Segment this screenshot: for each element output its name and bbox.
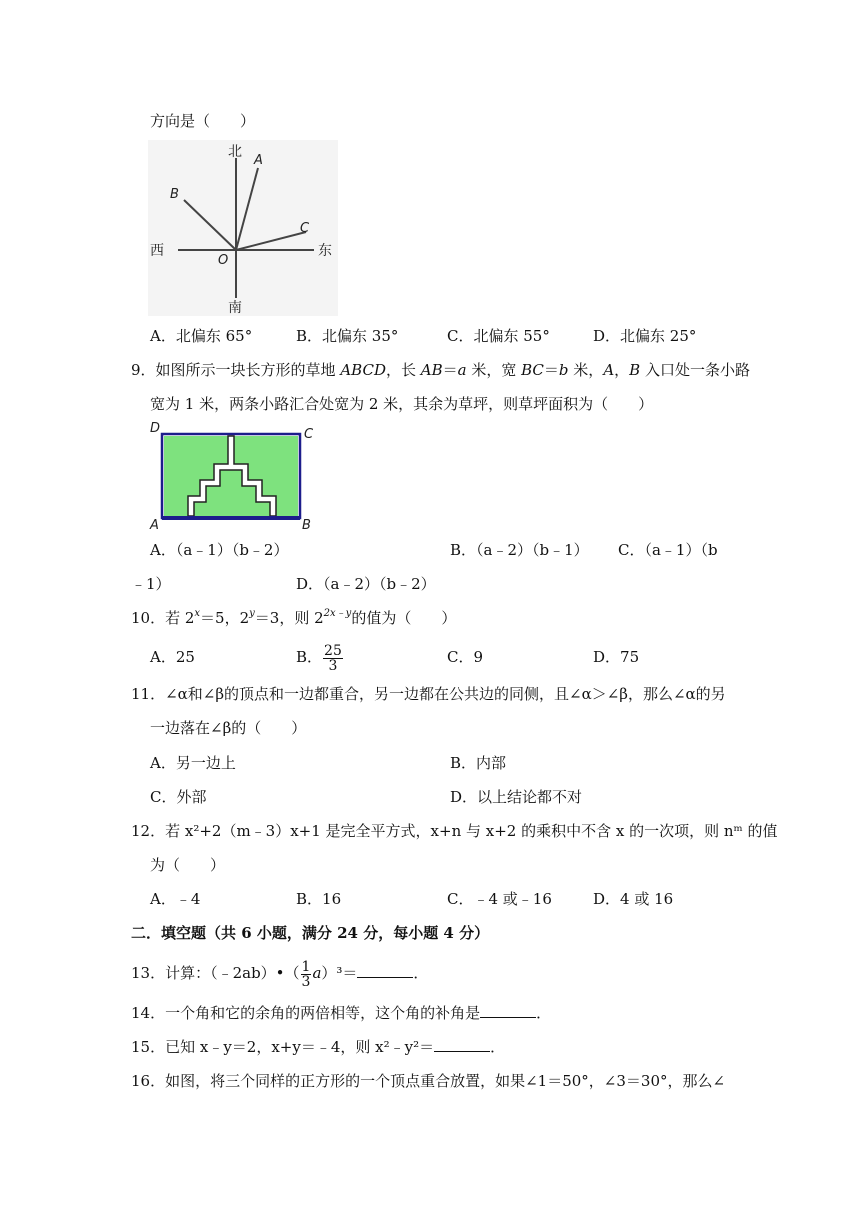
compass-label-b: B xyxy=(170,187,179,202)
q10-option-a: A．25 xyxy=(150,648,195,666)
lawn-figure xyxy=(148,418,320,532)
question-8-tail: 方向是（ ） xyxy=(150,112,256,130)
lawn-label-d: D xyxy=(150,421,161,436)
compass-label-c: C xyxy=(300,221,310,236)
q14-stem: 14．一个角和它的余角的两倍相等，这个角的补角是 ． xyxy=(131,1004,552,1022)
q13-answer-blank[interactable] xyxy=(357,963,413,978)
q12-option-c: C．﹣4 或﹣16 xyxy=(447,890,552,908)
q11-option-a: A．另一边上 xyxy=(150,754,236,772)
q10-option-c: C．9 xyxy=(447,648,484,666)
q10-fraction: $\frac{25}{3}$ xyxy=(324,642,342,674)
q12-option-b: B．16 xyxy=(296,890,342,908)
q12-option-a: A．﹣4 xyxy=(150,890,201,908)
q10-option-b: B． $\frac{25}{3}$ xyxy=(296,642,342,674)
lawn-label-a: A xyxy=(150,518,159,532)
q11-stem-line2: 一边落在∠β的（ ） xyxy=(150,719,307,737)
q8-option-b: B．北偏东 35° xyxy=(296,327,399,345)
q9-option-d: D．（a﹣2）（b﹣2） xyxy=(296,575,436,593)
compass-east: 东 xyxy=(318,243,332,259)
compass-label-a: A xyxy=(254,153,263,168)
q13-fraction: $\frac{1}{3}$ xyxy=(301,958,311,990)
q9-option-a: A．（a﹣1）（b﹣2） xyxy=(150,541,289,559)
q11-stem-line1: 11．∠α和∠β的顶点和一边都重合，另一边都在公共边的同侧，且∠α＞∠β，那么∠α的另 xyxy=(131,685,726,703)
compass-west: 西 xyxy=(150,243,164,259)
q9-option-c-cont: ﹣1） xyxy=(131,575,171,593)
compass-north: 北 xyxy=(228,144,242,160)
q12-option-d: D．4 或 16 xyxy=(593,890,674,908)
q15-stem: 15．已知 x﹣y＝2，x+y＝﹣4，则 x²﹣y²＝ ． xyxy=(131,1038,506,1056)
compass-south: 南 xyxy=(228,300,242,316)
q12-stem-line1: 12．若 x²+2（m﹣3）x+1 是完全平方式，x+n 与 x+2 的乘积中不含 x 的一次项，则 nᵐ 的值 xyxy=(131,822,778,840)
q13-stem: 13．计算：（﹣2ab）•（ $\frac{1}{3}$ a）³＝ ． xyxy=(131,958,429,990)
q11-option-b: B．内部 xyxy=(450,754,507,772)
section-2-title: 二．填空题（共 6 小题，满分 24 分，每小题 4 分） xyxy=(131,924,490,942)
lawn-label-b: B xyxy=(302,518,311,532)
q9-option-c: C．（a﹣1）（b xyxy=(618,541,718,559)
q8-option-a: A．北偏东 65° xyxy=(150,327,253,345)
q15-answer-blank[interactable] xyxy=(434,1037,490,1052)
q12-stem-line2: 为（ ） xyxy=(150,856,226,874)
compass-label-o: O xyxy=(218,253,229,268)
q9-option-b: B．（a﹣2）（b﹣1） xyxy=(450,541,589,559)
q16-stem: 16．如图，将三个同样的正方形的一个顶点重合放置，如果∠1＝50°，∠3＝30°，那么∠ xyxy=(131,1072,726,1090)
compass-figure xyxy=(148,140,338,316)
q8-option-d: D．北偏东 25° xyxy=(593,327,697,345)
lawn-label-c: C xyxy=(304,427,314,442)
q11-option-d: D．以上结论都不对 xyxy=(450,788,583,806)
q9-stem-line1: 9．如图所示一块长方形的草地 ABCD，长 AB＝a 米，宽 BC＝b 米，A，B 入口处一条小路 xyxy=(131,361,750,379)
q11-option-c: C．外部 xyxy=(150,788,207,806)
q8-option-c: C．北偏东 55° xyxy=(447,327,550,345)
q9-stem-line2: 宽为 1 米，两条小路汇合处宽为 2 米，其余为草坪，则草坪面积为（ ） xyxy=(150,395,654,413)
q14-answer-blank[interactable] xyxy=(480,1003,536,1018)
q10-stem: 10．若 $2^x=5$，$2^y=3$，则 $2^{2x﹣y}$的值为（ ） xyxy=(131,608,457,627)
q10-option-d: D．75 xyxy=(593,648,640,666)
